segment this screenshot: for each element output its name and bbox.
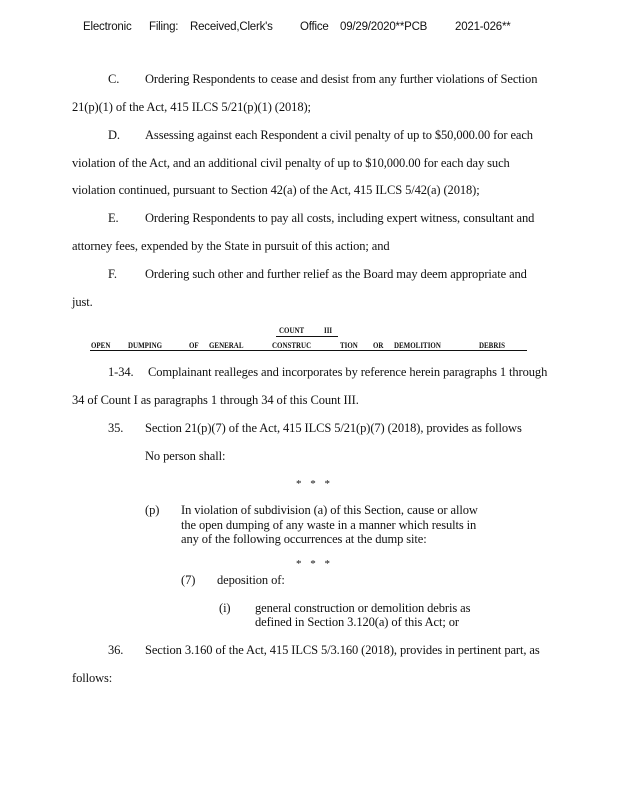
header-filing: Filing: <box>149 21 179 33</box>
subsection-p-label: (p) <box>145 503 160 517</box>
subsection-p-line3: any of the following occurrences at the dump site: <box>181 532 427 546</box>
item-c-line2: 21(p)(1) of the Act, 415 ILCS 5/21(p)(1) (2018); <box>72 100 311 114</box>
item-i-line1: general construction or demolition debris as <box>255 601 471 615</box>
count-heading-underline <box>276 336 338 337</box>
caption-underline <box>90 350 527 351</box>
item-c-label: C. <box>108 72 120 86</box>
para-1-34-line1: Complainant realleges and incorporates by reference herein paragraphs 1 through <box>148 365 548 379</box>
item-e-line2: attorney fees, expended by the State in pursuit of this action; and <box>72 239 390 253</box>
item-7-label: (7) <box>181 573 196 587</box>
item-d-label: D. <box>108 128 120 142</box>
subsection-p-line2: the open dumping of any waste in a manner which results in <box>181 518 477 532</box>
item-f-line1: Ordering such other and further relief as the Board may deem appropriate and <box>145 267 527 281</box>
caption-word-or: OR <box>373 340 384 350</box>
item-i-label: (i) <box>219 601 231 615</box>
item-d-line1: Assessing against each Respondent a civil penalty of up to $50,000.00 for each <box>145 128 533 142</box>
caption-word-of: OF <box>189 340 199 350</box>
ellipsis-stars: * * * <box>296 558 333 570</box>
item-d-line2: violation of the Act, and an additional civil penalty of up to $10,000.00 for each day such <box>72 156 510 170</box>
para-35-no-person: No person shall: <box>145 449 226 463</box>
para-36-label: 36. <box>108 643 124 657</box>
para-1-34-line2: 34 of Count I as paragraphs 1 through 34 of this Count III. <box>72 393 359 407</box>
caption-word-demolition: DEMOLITION <box>394 340 441 350</box>
item-7-text: deposition of: <box>217 573 285 587</box>
header-case-number: 2021-026** <box>455 21 511 33</box>
item-e-line1: Ordering Respondents to pay all costs, including expert witness, consultant and <box>145 211 535 225</box>
item-c-line1: Ordering Respondents to cease and desist from any further violations of Section <box>145 72 538 86</box>
para-1-34-label: 1-34. <box>108 365 134 379</box>
caption-word-tion: TION <box>340 340 358 350</box>
item-f-label: F. <box>108 267 117 281</box>
caption-word-construc: CONSTRUC <box>272 340 312 350</box>
caption-word-debris: DEBRIS <box>479 340 505 350</box>
header-office: Office <box>300 21 329 33</box>
caption-word-general: GENERAL <box>209 340 244 350</box>
item-f-line2: just. <box>72 295 93 309</box>
item-d-line3: violation continued, pursuant to Section 42(a) of the Act, 415 ILCS 5/42(a) (2018); <box>72 183 480 197</box>
item-e-label: E. <box>108 211 119 225</box>
para-36-line2: follows: <box>72 671 113 685</box>
header-received: Received,Clerk's <box>190 21 273 33</box>
count-heading: COUNT <box>279 325 305 335</box>
header-date: 09/29/2020**PCB <box>340 21 428 33</box>
header-electronic: Electronic <box>83 21 132 33</box>
para-35-line1: Section 21(p)(7) of the Act, 415 ILCS 5/21(p)(7) (2018), provides as follows <box>145 421 522 435</box>
caption-word-open: OPEN <box>91 340 111 350</box>
count-number: III <box>324 325 333 335</box>
ellipsis-stars: * * * <box>296 478 333 490</box>
caption-word-dumping: DUMPING <box>128 340 163 350</box>
item-i-line2: defined in Section 3.120(a) of this Act; or <box>255 615 459 629</box>
para-36-line1: Section 3.160 of the Act, 415 ILCS 5/3.160 (2018), provides in pertinent part, as <box>145 643 540 657</box>
subsection-p-line1: In violation of subdivision (a) of this Section, cause or allow <box>181 503 478 517</box>
para-35-label: 35. <box>108 421 124 435</box>
